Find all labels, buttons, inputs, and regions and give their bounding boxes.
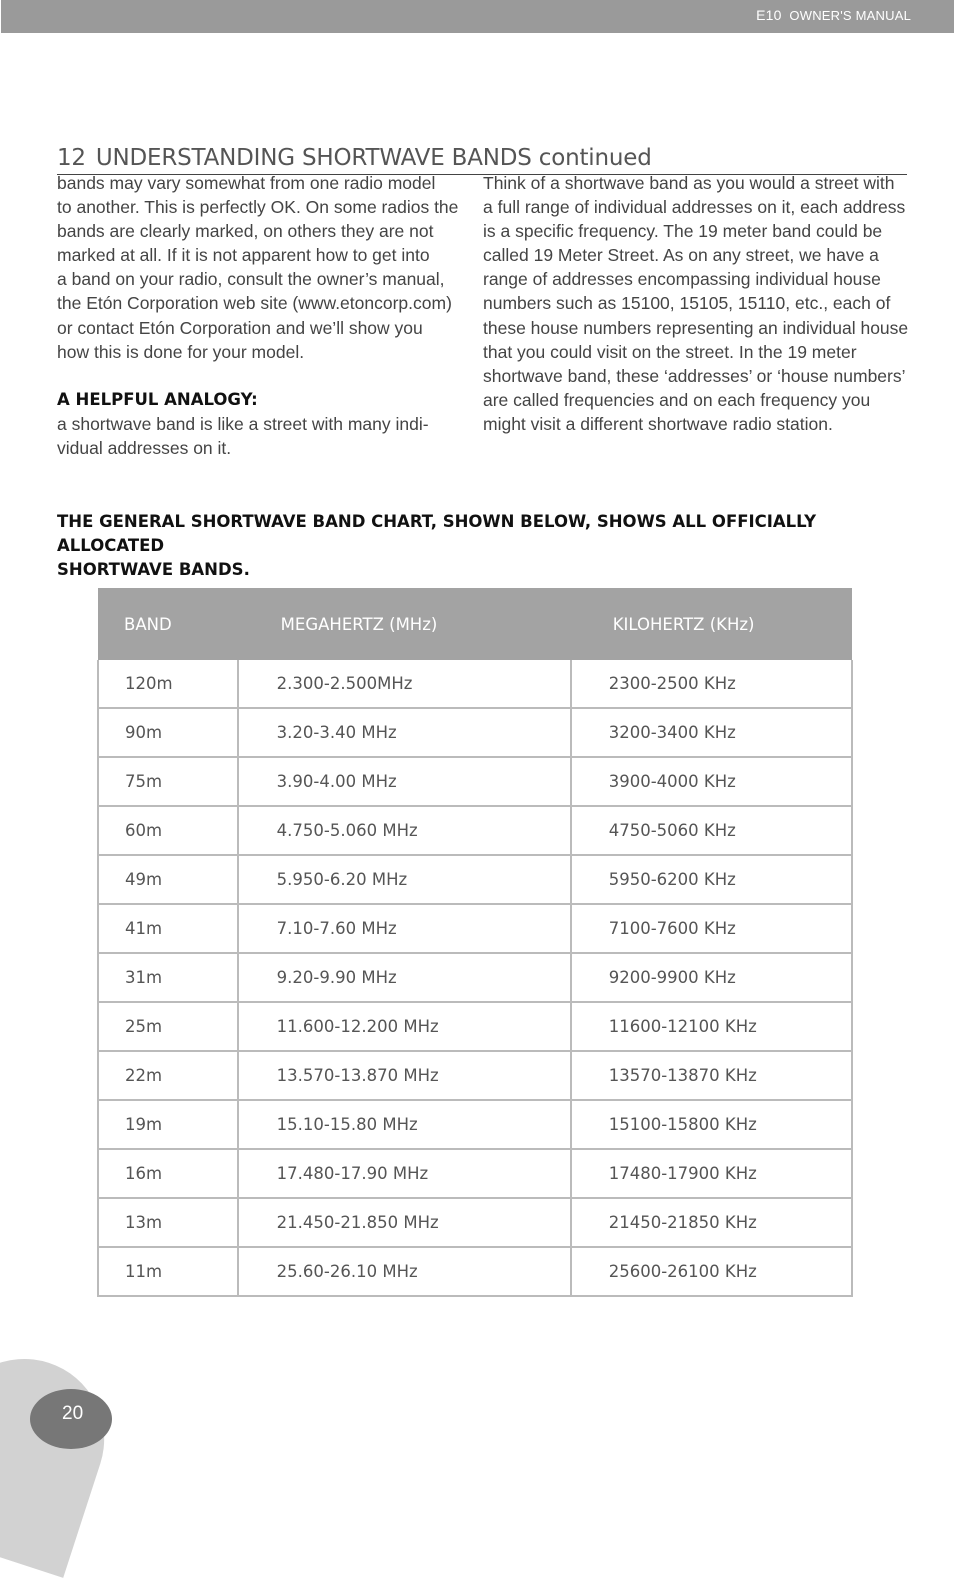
khz-cell: 3900-4000 KHz	[571, 757, 852, 806]
khz-cell: 25600-26100 KHz	[571, 1247, 852, 1296]
text-line: bands may vary somewhat from one radio model	[57, 173, 436, 193]
table-row	[98, 1149, 852, 1198]
table-row	[98, 855, 852, 904]
left-column	[57, 171, 467, 460]
table-header-row	[98, 588, 852, 660]
header-bar	[1, 0, 954, 33]
mhz-cell: 9.20-9.90 MHz	[238, 953, 571, 1002]
section-title: UNDERSTANDING SHORTWAVE BANDS continued	[95, 145, 652, 172]
right-paragraph	[483, 171, 923, 436]
text-line: these house numbers representing an individual house	[483, 317, 909, 338]
text-line: numbers such as 15100, 15105, 15110, etc., each of	[483, 293, 891, 314]
text-line: how this is done for your model.	[57, 341, 305, 362]
band-cell: 120m	[98, 660, 238, 708]
model-name: E10	[756, 7, 782, 23]
text-line: is a specific frequency. The 19 meter band could be	[483, 221, 883, 242]
mhz-cell: 15.10-15.80 MHz	[238, 1100, 571, 1149]
khz-cell: 17480-17900 KHz	[571, 1149, 852, 1198]
band-cell: 31m	[98, 953, 238, 1002]
mhz-cell: 25.60-26.10 MHz	[238, 1247, 571, 1296]
mhz-cell: 3.20-3.40 MHz	[238, 708, 571, 757]
khz-cell: 7100-7600 KHz	[571, 904, 852, 953]
khz-cell: 2300-2500 KHz	[571, 660, 852, 708]
text-line: SHORTWAVE BANDS.	[57, 560, 250, 579]
mhz-cell: 3.90-4.00 MHz	[238, 757, 571, 806]
khz-cell: 11600-12100 KHz	[571, 1002, 852, 1051]
band-cell: 75m	[98, 757, 238, 806]
band-cell: 13m	[98, 1198, 238, 1247]
mhz-cell: 11.600-12.200 MHz	[238, 1002, 571, 1051]
band-cell: 25m	[98, 1002, 238, 1051]
band-cell: 41m	[98, 904, 238, 953]
text-line: called 19 Meter Street. As on any street, we have a	[483, 245, 879, 266]
header-text	[756, 7, 911, 23]
text-line: a shortwave band is like a street with many indi-	[57, 413, 429, 434]
text-line: marked at all. If it is not apparent how to get into	[57, 245, 430, 266]
table-row	[98, 1051, 852, 1100]
page-corner-tab	[0, 1338, 125, 1578]
table-row	[98, 904, 852, 953]
table-row	[98, 1100, 852, 1149]
text-line: shortwave band, these ‘addresses’ or ‘house numbers’	[483, 365, 906, 386]
mhz-cell: 21.450-21.850 MHz	[238, 1198, 571, 1247]
text-line: bands are clearly marked, on others they are not	[57, 221, 434, 242]
analogy-heading: A HELPFUL ANALOGY:	[57, 389, 258, 409]
table-row	[98, 1002, 852, 1051]
text-line: the Etón Corporation web site (www.etoncorp.com)	[57, 293, 452, 314]
mhz-column-header: MEGAHERTZ (MHz)	[238, 588, 571, 660]
mhz-cell: 2.300-2.500MHz	[238, 660, 571, 708]
khz-cell: 3200-3400 KHz	[571, 708, 852, 757]
band-cell: 16m	[98, 1149, 238, 1198]
band-cell: 11m	[98, 1247, 238, 1296]
band-cell: 90m	[98, 708, 238, 757]
band-cell: 22m	[98, 1051, 238, 1100]
chart-intro	[57, 510, 927, 582]
table-row	[98, 1198, 852, 1247]
text-line: a band on your radio, consult the owner’s manual,	[57, 269, 445, 290]
text-line: to another. This is perfectly OK. On some radios the	[57, 197, 459, 218]
mhz-cell: 17.480-17.90 MHz	[238, 1149, 571, 1198]
khz-cell: 13570-13870 KHz	[571, 1051, 852, 1100]
text-line: are called frequencies and on each frequency you	[483, 389, 871, 410]
left-paragraph	[57, 171, 467, 364]
band-cell: 19m	[98, 1100, 238, 1149]
text-line: THE GENERAL SHORTWAVE BAND CHART, SHOWN BELOW, SHOWS ALL OFFICIALLY ALLOCATED	[57, 512, 817, 555]
mhz-cell: 13.570-13.870 MHz	[238, 1051, 571, 1100]
text-line: Think of a shortwave band as you would a street with	[483, 173, 895, 193]
section-number: 12	[57, 145, 86, 172]
khz-cell: 21450-21850 KHz	[571, 1198, 852, 1247]
band-table-body	[98, 660, 852, 1296]
table-row	[98, 953, 852, 1002]
band-column-header: BAND	[98, 588, 238, 660]
table-row	[98, 757, 852, 806]
text-line: vidual addresses on it.	[57, 437, 232, 458]
mhz-cell: 4.750-5.060 MHz	[238, 806, 571, 855]
text-line: or contact Etón Corporation and we’ll show you	[57, 317, 423, 338]
mhz-cell: 7.10-7.60 MHz	[238, 904, 571, 953]
shortwave-band-table	[97, 588, 853, 1297]
text-line: might visit a different shortwave radio station.	[483, 413, 833, 434]
band-cell: 60m	[98, 806, 238, 855]
khz-cell: 9200-9900 KHz	[571, 953, 852, 1002]
mhz-cell: 5.950-6.20 MHz	[238, 855, 571, 904]
right-column	[483, 171, 923, 436]
table-row	[98, 1247, 852, 1296]
khz-cell: 15100-15800 KHz	[571, 1100, 852, 1149]
band-cell: 49m	[98, 855, 238, 904]
table-row	[98, 660, 852, 708]
khz-column-header: KILOHERTZ (KHz)	[571, 588, 852, 660]
text-line: that you could visit on the street. In the 19 meter	[483, 341, 857, 362]
text-line: a full range of individual addresses on it, each address	[483, 197, 906, 218]
manual-label: OWNER'S MANUAL	[789, 8, 911, 23]
table-row	[98, 708, 852, 757]
text-line: range of addresses encompassing individual house	[483, 269, 881, 290]
page-number: 20	[62, 1403, 84, 1424]
khz-cell: 4750-5060 KHz	[571, 806, 852, 855]
table-row	[98, 806, 852, 855]
khz-cell: 5950-6200 KHz	[571, 855, 852, 904]
analogy-text	[57, 412, 467, 460]
